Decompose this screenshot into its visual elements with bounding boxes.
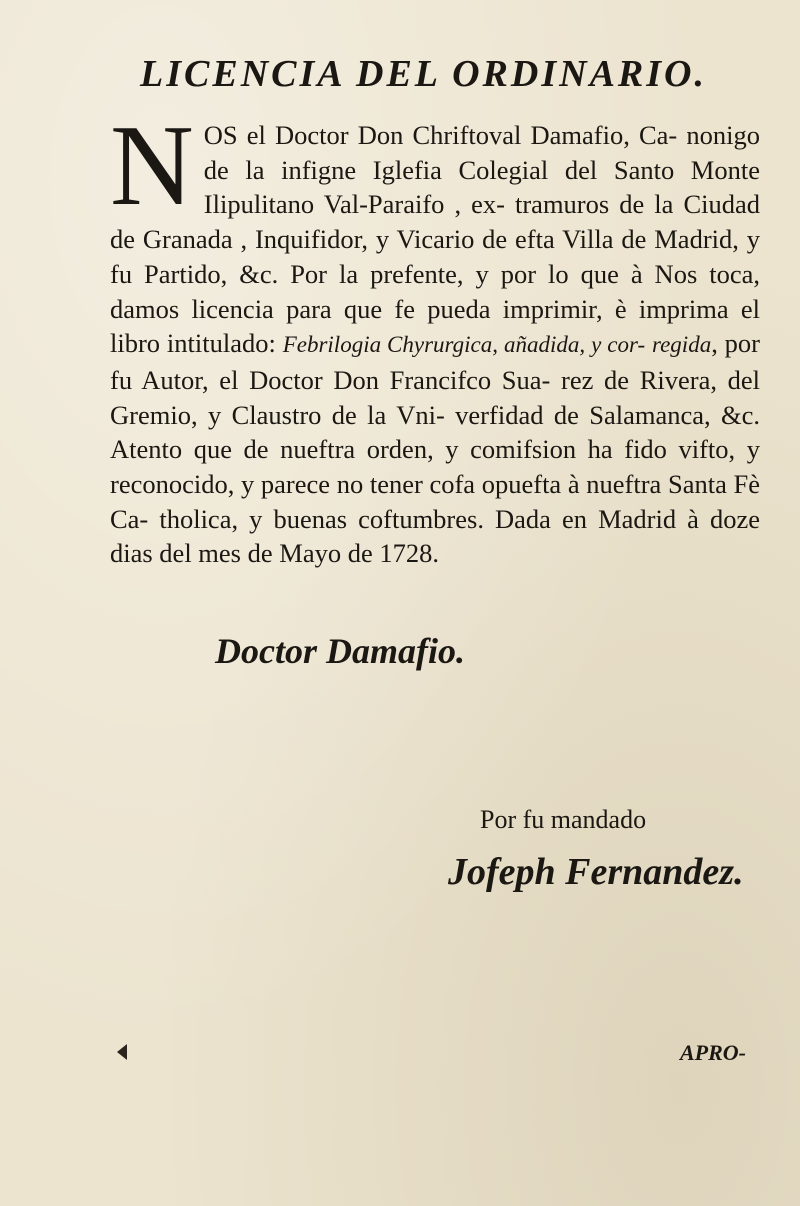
text-line: libro intitulado: — [110, 328, 283, 359]
by-order-line: Por fu mandado — [480, 805, 647, 834]
text-line: licencia para que fe pueda imprimir, è imprima el — [191, 293, 760, 324]
text-line: Santo Monte Ilipulitano Val-Paraifo , ex- — [203, 154, 760, 220]
book-title-end: regida — [652, 332, 712, 358]
book-title: Febrilogia Chyrurgica, añadida, y cor- — [282, 332, 646, 358]
text-line: rez de Rivera, del Gremio, y Claustro de la Vni- — [110, 364, 761, 430]
text-line: Por la prefente, y por lo que à Nos toca, damos — [110, 258, 760, 324]
page-heading: LICENCIA DEL ORDINARIO. — [140, 53, 707, 95]
margin-arrow-icon — [117, 1044, 127, 1060]
drop-cap: N — [110, 102, 194, 230]
signature-fernandez: Jofeph Fernandez. — [448, 851, 744, 893]
license-text — [110, 102, 761, 571]
catchword: APRO- — [680, 1040, 746, 1065]
text-line: verfidad de Salamanca, &c. Atento que de nueftra — [110, 399, 761, 465]
text-line: doze dias del mes de Mayo de 1728. — [110, 503, 761, 569]
text-line: tramuros de la Ciudad de Granada , Inquifidor, y — [110, 189, 760, 255]
text-line: Vicario de efta Villa de Madrid, y fu Partido, &c. — [110, 224, 760, 289]
signature-damasio: Doctor Damafio. — [215, 631, 465, 671]
text-line: nonigo de la infigne Iglefia Colegial del — [203, 120, 761, 185]
text-line: tholica, y buenas coftumbres. Dada en Madrid à — [159, 503, 699, 534]
text-line: orden, y comifsion ha fido vifto, y reconocido, y — [110, 434, 760, 500]
text-line: , por fu Autor, el Doctor Don Francifco Sua- — [110, 328, 761, 395]
text-line: parece no tener cofa opuefta à nueftra Santa Fè Ca- — [110, 469, 760, 534]
text-line: OS el Doctor Don Chriftoval Damafio, Ca- — [203, 120, 678, 150]
